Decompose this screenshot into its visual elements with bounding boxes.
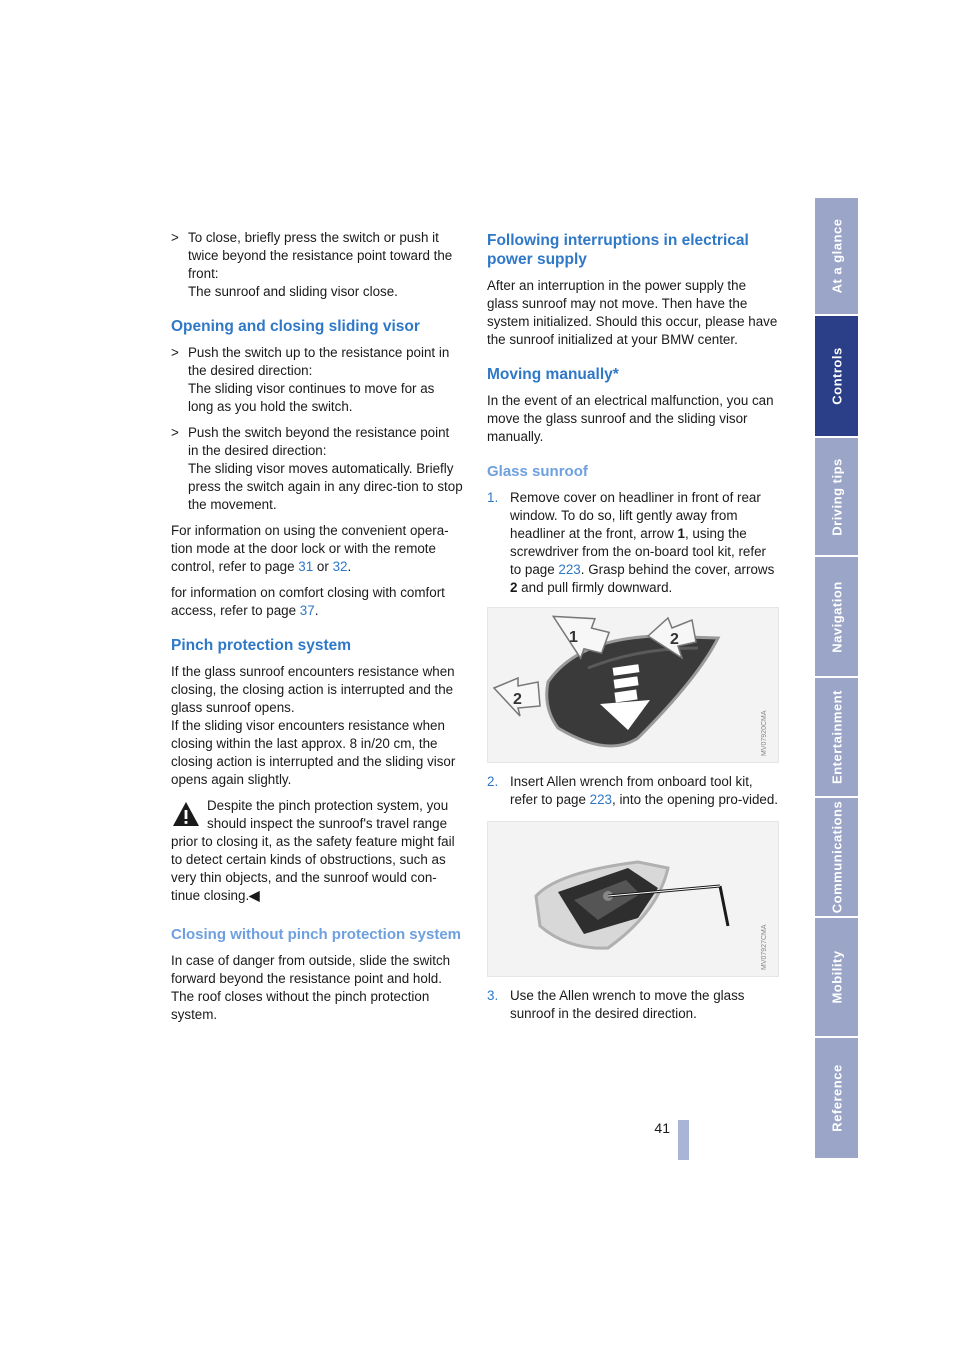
paragraph-power-interruption: After an interruption in the power supply the glass sunroof may not move. Then have the system initialized. Should this occur, please have the sunroof initialized at your BMW center.: [487, 278, 778, 347]
step-number: 2.: [487, 774, 499, 789]
text: Use the Allen wrench to move the glass sunroof in the desired direction.: [510, 988, 745, 1021]
right-column: [487, 229, 779, 1031]
page-link-37[interactable]: 37: [299, 603, 315, 618]
bullet-text: Push the switch up to the resistance point in the desired direction: The sliding visor continues to move for as long as you hold the switch.: [188, 345, 450, 414]
arrow-2-label: 2: [670, 631, 679, 648]
bullet-marker: >: [171, 345, 179, 360]
step-2: [487, 773, 779, 809]
bullet-visor-beyond: [171, 424, 463, 514]
tab-driving-tips[interactable]: [815, 438, 858, 555]
bullet-visor-up: [171, 344, 463, 416]
page-number: 41: [654, 1120, 670, 1136]
text: 2: [510, 580, 518, 595]
page-link-32[interactable]: 32: [332, 559, 348, 574]
tab-label: Mobility: [829, 950, 844, 1004]
headliner-cover-illustration: [488, 608, 778, 762]
text: , into the opening pro-vided.: [612, 792, 779, 807]
paragraph-pinch-protection: If the glass sunroof encounters resistance when closing, the closing action is interrupted and the glass sunroof opens. If the sliding visor encounters resistance when closing within the last approx. 8 in/20 cm, the closing action is interrupted and the sliding visor opens again slightly.: [171, 664, 456, 787]
text: .: [314, 603, 319, 618]
heading-opening-closing-visor: Opening and closing sliding visor: [171, 318, 420, 335]
text: , using the screwdriver from the on-board tool kit, refer to page: [510, 526, 767, 577]
tab-communications[interactable]: [815, 798, 858, 916]
paragraph-moving-manually: In the event of an electrical malfunction, you can move the glass sunroof and the sliding visor manually.: [487, 393, 774, 444]
tab-reference[interactable]: [815, 1038, 858, 1158]
figure-remove-cover: [487, 607, 779, 763]
tab-label: Reference: [829, 1064, 844, 1132]
tab-navigation[interactable]: [815, 557, 858, 676]
paragraph-convenient-operation: [171, 522, 463, 576]
end-marker: ◀: [249, 888, 260, 903]
bullet-marker: >: [171, 230, 179, 245]
paragraph-comfort-closing: [171, 584, 463, 620]
heading-closing-without-pinch: Closing without pinch protection system: [171, 926, 462, 943]
figure-code: MV07927CMA: [761, 924, 768, 970]
tab-mobility[interactable]: [815, 918, 858, 1036]
text: and pull firmly downward.: [517, 580, 673, 595]
bullet-text: To close, briefly press the switch or push it twice beyond the resistance point toward the front: The sunroof and sliding visor close.: [188, 230, 453, 299]
arrow-1-label: 1: [569, 629, 578, 646]
text: .: [347, 559, 352, 574]
paragraph-closing-without-pinch: In case of danger from outside, slide the switch forward beyond the resistance point and hold. The roof closes without the pinch protection system.: [171, 953, 451, 1022]
heading-glass-sunroof: Glass sunroof: [487, 463, 588, 480]
bullet-text: Push the switch beyond the resistance point in the desired direction: The sliding visor moves automatically. Briefly press the switch again in any direc-tion to stop the movement.: [188, 425, 463, 512]
allen-wrench-illustration: [488, 822, 778, 976]
step-3: [487, 987, 779, 1023]
left-column: [171, 229, 463, 1032]
page-number-bar: [678, 1120, 689, 1160]
warning-text: Despite the pinch protection system, you should inspect the sunroof's travel range prior to closing it, as the safety feature might fail to detect certain kinds of obstructions, such as very thin objects, and the sunroof would con-tinue closing.: [171, 798, 455, 903]
heading-moving-manually: Moving manually*: [487, 366, 619, 383]
text: or: [313, 559, 333, 574]
heading-power-interruption: Following interruptions in electrical power supply: [487, 232, 749, 268]
tab-label: Controls: [829, 347, 844, 405]
page-link-223[interactable]: 223: [589, 792, 612, 807]
tab-entertainment[interactable]: [815, 678, 858, 796]
tab-label: Navigation: [829, 580, 844, 653]
step-number: 1.: [487, 490, 499, 505]
warning-triangle-icon: [171, 799, 201, 829]
warning-note: [171, 797, 463, 905]
page-link-223[interactable]: 223: [558, 562, 581, 577]
text: For information on using the convenient opera-tion mode at the door lock or with the remote control, refer to page: [171, 523, 449, 574]
bullet-close-sunroof: [171, 229, 463, 301]
text: Insert Allen wrench from onboard tool kit, refer to page: [510, 774, 753, 807]
text: Remove cover on headliner in front of rear window. To do so, lift gently away from headliner at the front, arrow: [510, 490, 761, 541]
text: 1: [677, 526, 685, 541]
tab-at-a-glance[interactable]: [815, 198, 858, 314]
text: for information on comfort closing with comfort access, refer to page: [171, 585, 445, 618]
bullet-marker: >: [171, 425, 179, 440]
tab-label: Driving tips: [829, 457, 844, 536]
figure-allen-wrench: [487, 821, 779, 977]
text: . Grasp behind the cover, arrows: [580, 562, 775, 577]
tab-label: Communications: [829, 800, 844, 914]
tab-controls[interactable]: [815, 316, 858, 436]
page-link-31[interactable]: 31: [298, 559, 314, 574]
tab-label: At a glance: [829, 218, 844, 294]
tab-label: Entertainment: [829, 690, 844, 784]
step-number: 3.: [487, 988, 499, 1003]
figure-code: MV07920CMA: [761, 710, 768, 756]
arrow-2-label: 2: [513, 691, 522, 708]
step-1: [487, 489, 779, 597]
heading-pinch-protection: Pinch protection system: [171, 637, 352, 654]
